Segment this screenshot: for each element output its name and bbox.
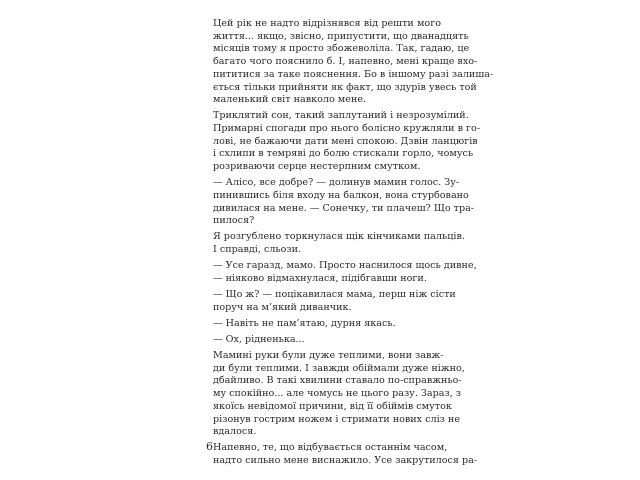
- page-number: 6: [206, 440, 213, 453]
- paragraph: [201, 334, 441, 347]
- text-line: багато чого пояснило б. І, напевно, мені краще вхо-: [213, 56, 478, 68]
- text-line: — Навіть не пам’ятаю, дурня якась.: [213, 317, 396, 329]
- text-line: і схлипи в темряві до болю стискали горло, чомусь: [213, 148, 474, 160]
- text-line: надто сильно мене виснажило. Усе закрутилося ра-: [213, 455, 478, 467]
- text-line: поруч на м’який диванчик.: [213, 301, 352, 313]
- text-line: лові, не бажаючи дати мені спокою. Дзвін ланцюгів: [213, 135, 478, 147]
- text-line: пинившись біля входу на балкон, вона стурбовано: [213, 189, 469, 201]
- paragraph: [201, 260, 477, 285]
- text-line: маленький світ навколо мене.: [213, 94, 367, 106]
- text-line: му спокійно... але чомусь не цього разу. Зараз, з: [213, 388, 462, 400]
- text-line: — Алісо, все добре? — долинув мамин голос. Зу-: [213, 177, 460, 189]
- text-line: різонув гострим ножем і стримати нових сліз не: [213, 413, 461, 425]
- paragraph: [201, 289, 456, 314]
- text-line: Я розгублено торкнулася щік кінчиками пальців.: [213, 231, 465, 243]
- text-line: розриваючи серце нестерпним смутком.: [213, 161, 421, 173]
- text-line: ється тільки прийняти як факт, що здурів увесь той: [213, 81, 477, 93]
- text-line: І справді, сльози.: [213, 244, 302, 256]
- text-line: життя... якщо, звісно, припустити, що дванадцять: [213, 30, 469, 42]
- text-line: дбайливо. В такі хвилини ставало по-справжньо-: [213, 375, 462, 387]
- text-line: Мамині руки були дуже теплими, вони завж-: [213, 350, 444, 361]
- text-line: — Що ж? — поцікавилася мама, перш ніж сісти: [213, 289, 456, 301]
- body-text: [201, 18, 494, 471]
- text-line: якоїсь невідомої причини, від її обіймів смуток: [213, 400, 452, 412]
- text-line: — Усе гаразд, мамо. Просто наснилося щось дивне,: [213, 260, 477, 272]
- text-line: вдалося.: [213, 426, 257, 438]
- paragraph: [201, 110, 481, 174]
- text-line: Примарні спогади про нього болісно кружляли в го-: [213, 123, 481, 135]
- text-line: — ніяково відмахнулася, підібгавши ноги.: [213, 272, 427, 284]
- paragraph: [201, 318, 441, 331]
- text-line: Напевно, те, що відбувається останнім часом,: [213, 442, 448, 454]
- text-line: пилося?: [213, 215, 255, 227]
- paragraph: [201, 231, 465, 256]
- text-line: — Ох, рідненька...: [213, 333, 305, 345]
- paragraph: [201, 18, 494, 107]
- text-line: місяців тому я просто збожеволіла. Так, гадаю, це: [213, 43, 470, 55]
- text-line: пититися за таке пояснення. Бо в іншому разі залиша-: [213, 68, 494, 80]
- text-line: дивилася на мене. — Сонечку, ти плачеш? Що тра-: [213, 202, 475, 214]
- text-line: ди були теплими. І завжди обіймали дуже ніжно,: [213, 362, 465, 374]
- paragraph: [201, 177, 475, 228]
- text-line: Цей рік не надто відрізнявся від решти мого: [213, 18, 441, 29]
- paragraph: [201, 442, 478, 467]
- paragraph: [201, 350, 465, 439]
- text-line: Триклятий сон, такий заплутаний і незрозумілий.: [213, 110, 469, 122]
